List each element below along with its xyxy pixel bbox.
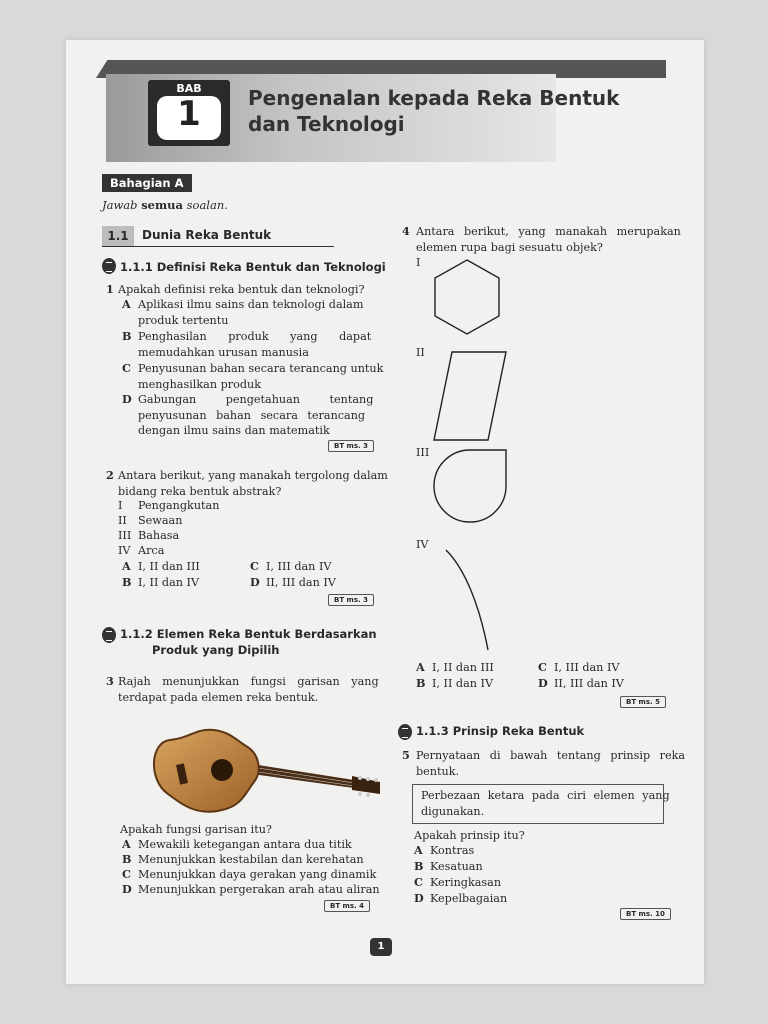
chapter-title-line2: dan Teknologi [248,112,405,136]
book-icon [102,258,116,274]
item-iv: IV Arca [118,544,165,557]
section-title: Dunia Reka Bentuk [142,228,272,242]
section-number: 1.1 [102,226,134,246]
item-i: I Pengangkutan [118,499,220,512]
item-iii: III Bahasa [118,529,180,542]
subheading-1-1-2-line1: 1.1.2 Elemen Reka Bentuk Berdasarkan [120,627,377,641]
chapter-title-line1: Pengenalan kepada Reka Bentuk [248,86,620,110]
instruction-italic-1: Jawab [102,198,138,212]
chapter-badge-label: BAB [176,82,202,95]
shape-label-ii: II [416,346,425,359]
section-a-instruction [102,198,228,212]
book-icon [398,724,412,740]
page-number: 1 [370,938,392,956]
shape-label-iv: IV [416,538,429,551]
instruction-italic-2: soalan. [186,198,228,212]
textbook-reference: BT ms. 3 [328,440,374,452]
subheading-1-1-1: 1.1.1 Definisi Reka Bentuk dan Teknologi [120,260,386,274]
curve-line-shape [442,548,492,652]
worksheet-page: BAB 1 Pengenalan kepada Reka Bentuk dan Teknologi Bahagian A Jawab semua soalan. 1.1 Dunia Reka Bentuk 1.1.1 Definisi Reka Bentuk dan Teknologi 1 Apakah definisi reka bentuk dan teknologi? A Aplikasi ilmu sains dan teknologi dalam produk tertentu B Penghasilan produk yang dapat memudahkan urusan manusia C Penyusunan bahan secara terancang untuk menghasilkan produk D Gabungan pengetahuan tentang penyusunan bahan secara terancang dengan ilmu sains dan matematik BT ms. 3 2 Antara berikut, yang manakah tergolong dalam bidang reka bentuk abstrak? I Pengangkutan II Sewaan III Bahasa IV Arca A I, II dan III C I, III dan IV B I, II dan IV D II, III dan IV BT ms. 3 1.1.2 Elemen Reka Bentuk Berdasarkan Produk yang Dipilih 3 Rajah menunjukkan fungsi garisan yang terdapat pada elemen reka bentuk. Apakah fungsi garisan itu? A Mewakili ketegangan antara dua titik B Menunjukkan kestabilan dan kerehatan C Menunjukkan daya gerakan yang dinamik D Menunjukkan pergerakan arah atau aliran BT ms. 4 4 Antara berikut, yang manakah merupakan elemen rupa bagi sesuatu objek? I II III IV A I, II dan III C I, III dan IV B I, II dan IV D II, III dan IV BT ms. 5 1.1.3 Prinsip Reka Bentuk 5 Pernyataan di bawah tentang prinsip reka bentuk. Perbezaan ketara pada ciri elemen yang digunakan. Apakah prinsip itu? A Kontras B Kesatuan C Keringkasan D Kepelbagaian BT ms. 10 1 [66,40,704,984]
shape-label-i: I [416,256,421,269]
parallelogram-shape [432,350,508,442]
book-icon [102,627,116,643]
section-heading-1-1 [102,226,334,247]
hexagon-shape [432,258,502,336]
textbook-reference: BT ms. 4 [324,900,370,912]
statement-box [412,784,670,824]
guitar-illustration [150,712,382,820]
question-text: Apakah definisi reka bentuk dan teknologi? [118,283,365,296]
textbook-reference: BT ms. 3 [328,594,374,606]
textbook-reference: BT ms. 5 [620,696,666,708]
statement-line2: digunakan. [421,804,485,818]
item-ii: II Sewaan [118,514,183,527]
shape-label-iii: III [416,446,430,459]
question-5-prompt: Apakah prinsip itu? [414,829,525,842]
chapter-number: 1 [177,94,201,134]
teardrop-shape [432,448,508,524]
statement-line1: Perbezaan ketara pada ciri elemen yang [421,789,670,802]
section-a-label: Bahagian A [102,174,192,192]
question-number: 1 [106,282,114,296]
subheading-1-1-2-line2: Produk yang Dipilih [152,643,280,657]
textbook-reference: BT ms. 10 [620,908,671,920]
subheading-1-1-3: 1.1.3 Prinsip Reka Bentuk [416,724,585,738]
question-3-prompt: Apakah fungsi garisan itu? [120,823,272,836]
instruction-bold: semua [141,198,183,212]
